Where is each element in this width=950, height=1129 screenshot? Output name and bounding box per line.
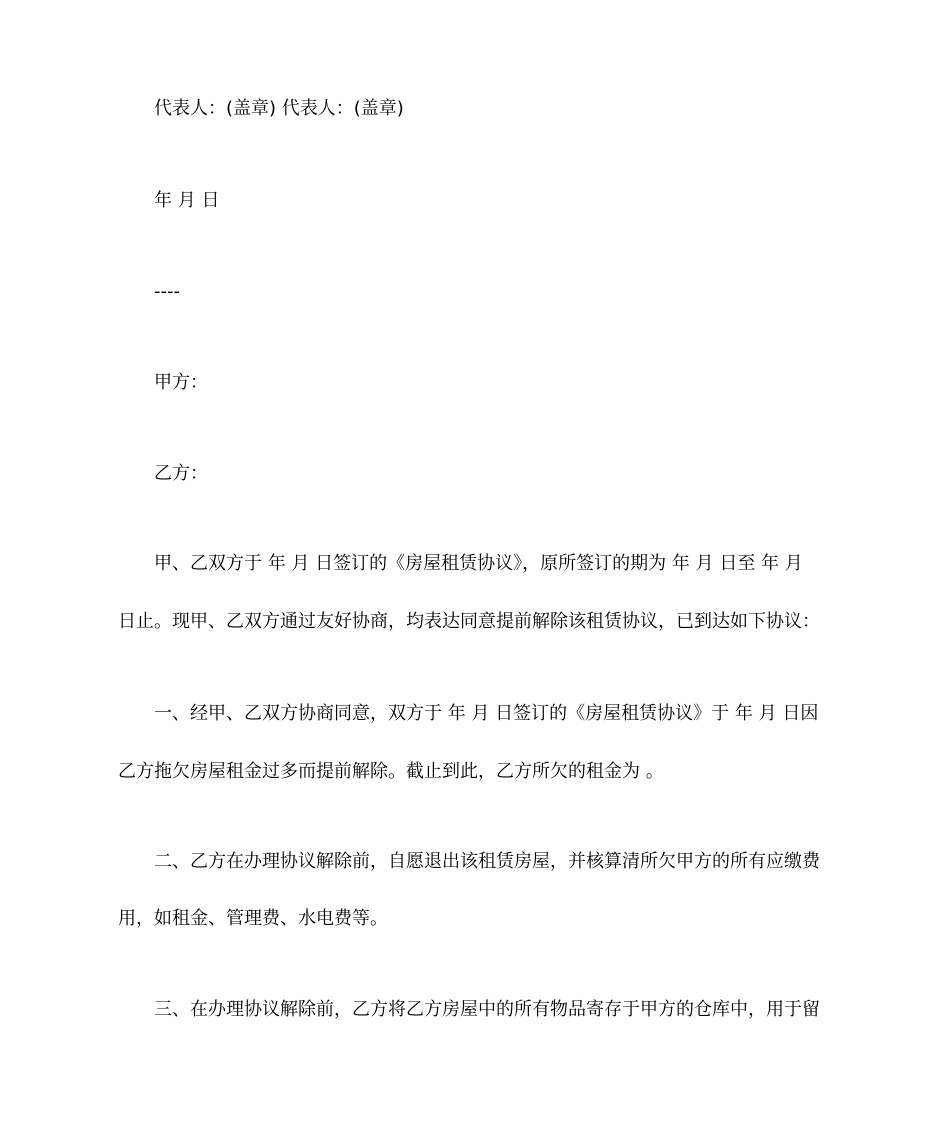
intro-paragraph-line-1: 甲、乙双方于 年 月 日签订的《房屋租赁协议》，原所签订的期为 年 月 日至 年 月 — [154, 553, 803, 574]
clause-1-line-2: 乙方拖欠房屋租金过多而提前解除。截止到此，乙方所欠的租金为 。 — [118, 761, 664, 782]
clause-3-line-1: 三、在办理协议解除前，乙方将乙方房屋中的所有物品寄存于甲方的仓库中，用于留 — [154, 999, 820, 1020]
party-b-label: 乙方： — [154, 463, 208, 484]
intro-paragraph-line-2: 日止。现甲、乙双方通过友好协商，均表达同意提前解除该租赁协议，已到达如下协议： — [118, 611, 820, 632]
date-line: 年 月 日 — [154, 190, 220, 211]
clause-1-line-1: 一、经甲、乙双方协商同意，双方于 年 月 日签订的《房屋租赁协议》于 年 月 日因 — [154, 703, 819, 724]
representatives-line: 代表人：(盖章) 代表人：(盖章) — [154, 98, 404, 119]
separator-line: ---- — [154, 281, 180, 302]
clause-2-line-2: 用，如租金、管理费、水电费等。 — [118, 908, 388, 929]
clause-2-line-1: 二、乙方在办理协议解除前，自愿退出该租赁房屋，并核算清所欠甲方的所有应缴费 — [154, 851, 820, 872]
party-a-label: 甲方： — [154, 372, 208, 393]
